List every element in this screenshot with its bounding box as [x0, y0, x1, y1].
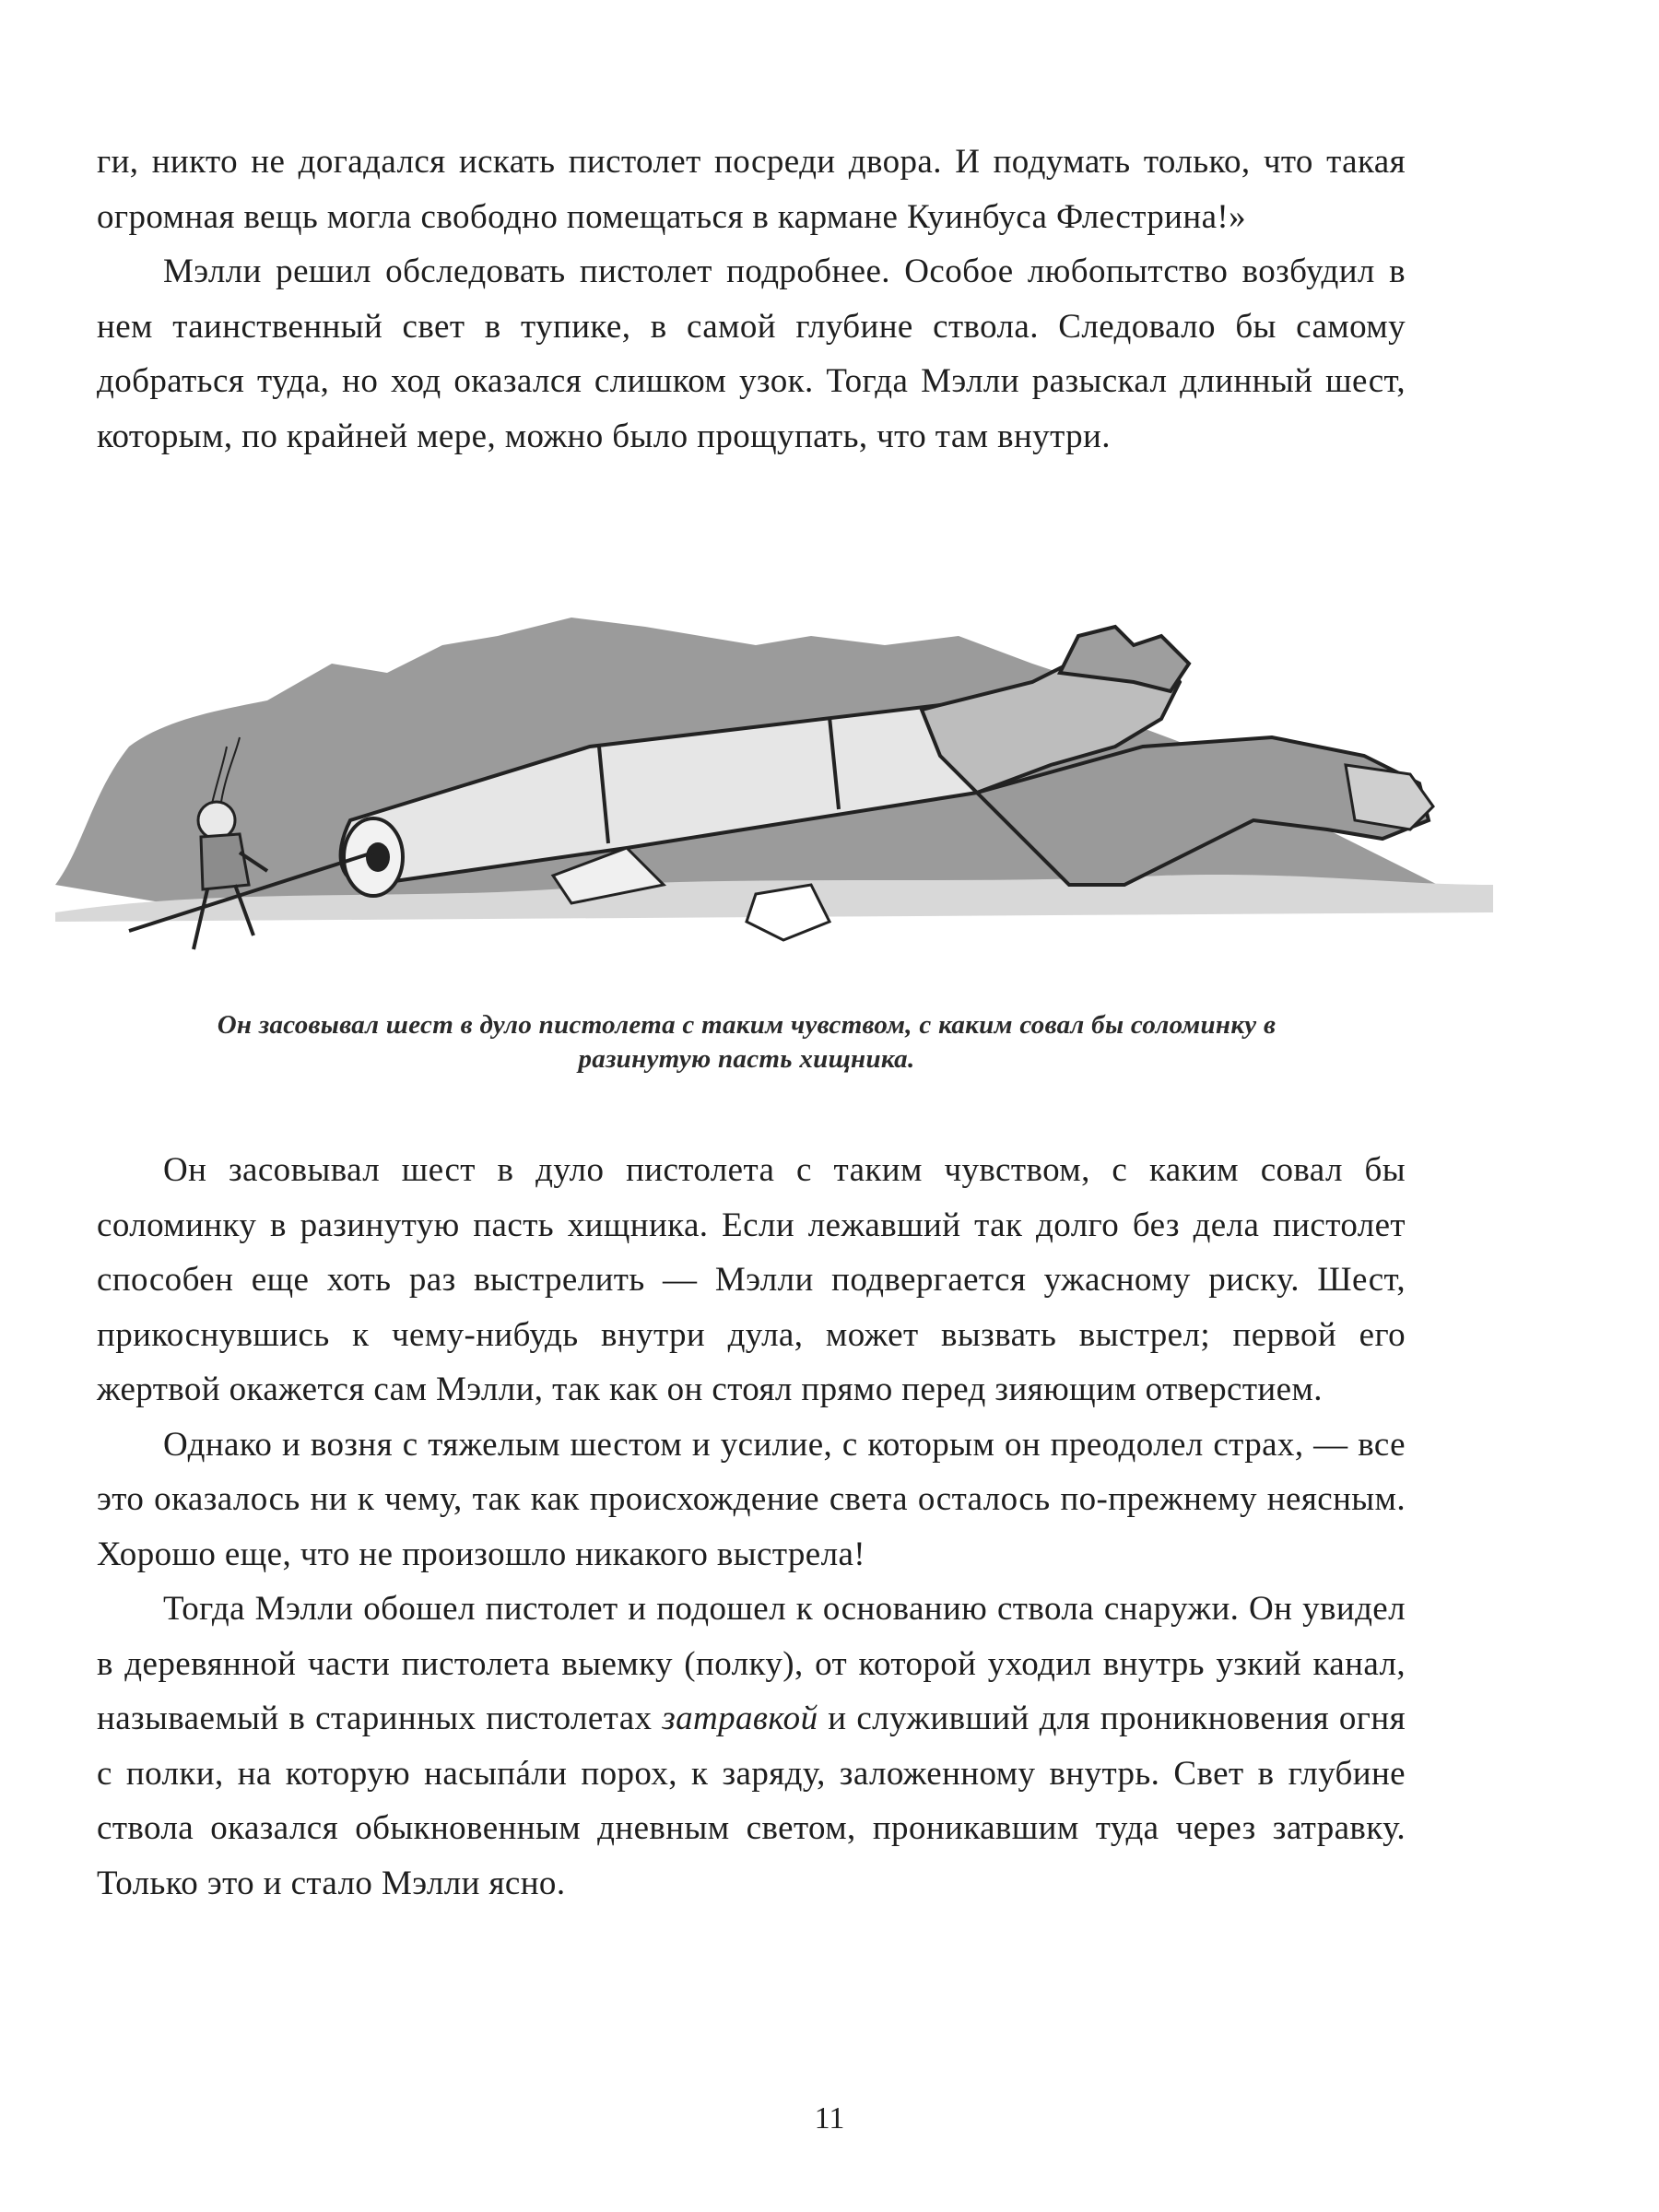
paragraph: Мэлли решил обследовать пистолет подробнее. Особое любопытство возбудил в нем таинственный свет в тупике, в самой глубине ствола. Следовало бы самому добраться туда, но ход оказался слишком узок. Тогда Мэлли разыскал длинный шест, которым, по крайней мере, можно было прощупать, что там внутри.	[97, 253, 1406, 455]
paragraph: Однако и возня с тяжелым шестом и усилие, с которым он преодолел страх, — все это оказалось ни к чему, так как происхождение света осталось по-прежнему неясным. Хорошо еще, что не произошло никакого выстрела!	[97, 1425, 1406, 1573]
page-number: 11	[814, 2101, 845, 2136]
paragraph: Он засовывал шест в дуло пистолета с таким чувством, с каким совал бы соломинку в разинутую пасть хищника. Если лежавший так долго без дела пистолет способен еще хоть раз выстрелить — Мэлли подвергается ужасному риску. Шест, прикоснувшись к чему-нибудь внутри дула, может вызвать выстрел; первой его жертвой окажется сам Мэлли, так как он стоял прямо перед зияющим отверстием.	[97, 1151, 1406, 1408]
paragraph-continuation: ги, никто не догадался искать пистолет посреди двора. И подумать только, что такая огромная вещь могла свободно помещаться в кармане Куинбуса Флестрина!»	[97, 143, 1406, 236]
stock-butt	[1346, 765, 1433, 830]
muzzle-hole	[366, 842, 390, 872]
paragraph-last	[97, 1582, 1406, 1911]
paragraph-text: и служивший для проникновения огня с полки, на которую насыпáли порох, к заряду, заложенному внутрь. Свет в глубине ствола оказался обыкновенным дневным светом, проникавшим туда через затравку. Только это и стало Мэлли ясно.	[97, 1700, 1406, 1902]
text-block-top	[97, 135, 1406, 464]
italic-term: затравкой	[662, 1700, 818, 1737]
illustration-caption: Он засовывал шест в дуло пистолета с таким чувством, с каким совал бы соломинку в разинутую пасть хищника.	[217, 1010, 1277, 1074]
text-block-bottom	[97, 1143, 1406, 1911]
pistol-illustration	[55, 608, 1493, 986]
paragraph-text: Тогда Мэлли обошел пистолет и подошел к основанию ствола снаружи. Он увидел в деревянной части пистолета выемку (полку), от которой уходил внутрь узкий канал, называемый в старинных пистолетах	[97, 1590, 1406, 1737]
